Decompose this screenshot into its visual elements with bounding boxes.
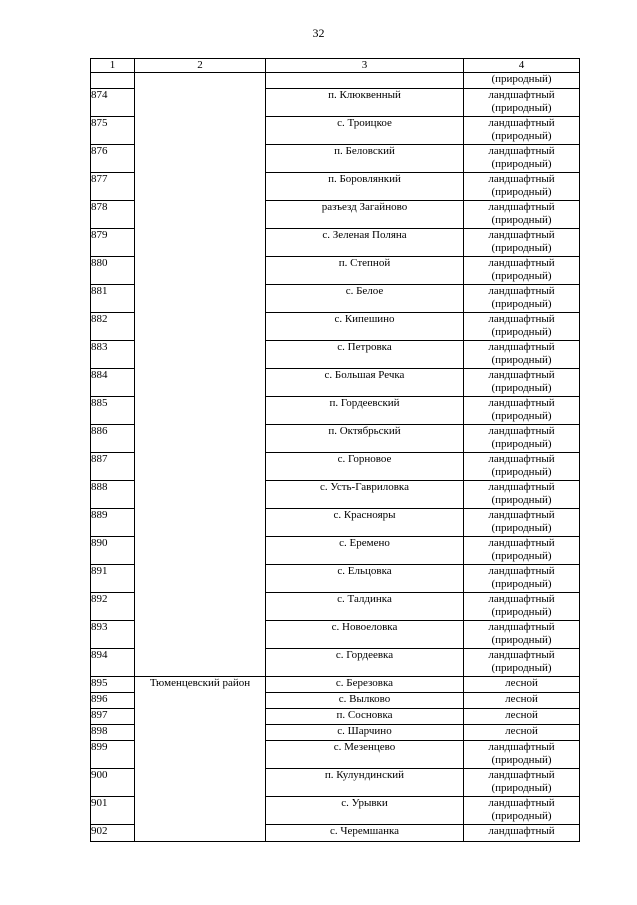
type-cell	[464, 397, 580, 425]
row-number: 891	[91, 565, 135, 593]
place-cell: с. Еремено	[266, 537, 464, 565]
place-cell: с. Шарчино	[266, 725, 464, 741]
type-line: (природный)	[491, 270, 552, 283]
type-line: (природный)	[491, 326, 552, 339]
type-cell	[464, 677, 580, 693]
type-cell	[464, 565, 580, 593]
place-cell: с. Черемшанка	[266, 825, 464, 842]
row-number: 889	[91, 509, 135, 537]
row-number: 878	[91, 201, 135, 229]
type-cell	[464, 537, 580, 565]
type-line: лесной	[505, 709, 538, 722]
type-line: ландшафтный	[488, 369, 555, 382]
type-line: (природный)	[491, 578, 552, 591]
type-line: (природный)	[491, 102, 552, 115]
row-number: 882	[91, 313, 135, 341]
place-cell: с. Мезенцево	[266, 741, 464, 769]
place-cell: п. Беловский	[266, 145, 464, 173]
settlements-table	[90, 58, 580, 842]
type-cell	[464, 145, 580, 173]
page-number: 32	[312, 26, 325, 40]
row-number: 888	[91, 481, 135, 509]
row-number: 899	[91, 741, 135, 769]
type-cell: (природный)	[464, 73, 580, 89]
place-cell: с. Зеленая Поляна	[266, 229, 464, 257]
type-cell	[464, 693, 580, 709]
type-line: (природный)	[491, 214, 552, 227]
place-cell: п. Клюквенный	[266, 89, 464, 117]
row-number: 896	[91, 693, 135, 709]
row-number: 886	[91, 425, 135, 453]
row-number: 884	[91, 369, 135, 397]
type-line: ландшафтный	[488, 593, 555, 606]
type-line: (природный)	[491, 662, 552, 675]
type-line: ландшафтный	[488, 649, 555, 662]
place-cell: с. Новоеловка	[266, 621, 464, 649]
type-cell	[464, 621, 580, 649]
type-line: ландшафтный	[488, 565, 555, 578]
row-number: 902	[91, 825, 135, 842]
type-line: (природный)	[491, 782, 552, 795]
type-line: ландшафтный	[488, 89, 555, 102]
type-line: (природный)	[491, 494, 552, 507]
place-cell: п. Кулундинский	[266, 769, 464, 797]
row-number: 883	[91, 341, 135, 369]
type-line: ландшафтный	[488, 825, 555, 838]
column-header-1: 1	[91, 59, 135, 73]
place-cell: с. Белое	[266, 285, 464, 313]
row-number: 885	[91, 397, 135, 425]
row-number: 887	[91, 453, 135, 481]
type-line: (природный)	[491, 810, 552, 823]
type-line: ландшафтный	[488, 285, 555, 298]
type-line: (природный)	[491, 410, 552, 423]
type-cell	[464, 369, 580, 397]
type-line: ландшафтный	[488, 453, 555, 466]
row-number: 879	[91, 229, 135, 257]
table-body	[91, 59, 580, 842]
row-number: 890	[91, 537, 135, 565]
type-line: ландшафтный	[488, 509, 555, 522]
place-cell: п. Сосновка	[266, 709, 464, 725]
type-line: (природный)	[491, 242, 552, 255]
type-cell	[464, 509, 580, 537]
place-cell: с. Кипешино	[266, 313, 464, 341]
row-number: 898	[91, 725, 135, 741]
place-cell: с. Усть-Гавриловка	[266, 481, 464, 509]
column-header-4: 4	[464, 59, 580, 73]
type-line: ландшафтный	[488, 341, 555, 354]
row-number: 874	[91, 89, 135, 117]
type-line: ландшафтный	[488, 769, 555, 782]
type-line: (природный)	[491, 158, 552, 171]
type-cell	[464, 257, 580, 285]
type-line: ландшафтный	[488, 621, 555, 634]
row-number: 893	[91, 621, 135, 649]
type-cell	[464, 593, 580, 621]
type-line: ландшафтный	[488, 481, 555, 494]
place-cell: с. Троицкое	[266, 117, 464, 145]
table-row	[91, 677, 580, 693]
place-cell: с. Большая Речка	[266, 369, 464, 397]
type-cell	[464, 769, 580, 797]
row-number: 877	[91, 173, 135, 201]
type-cell	[464, 709, 580, 725]
type-cell	[464, 201, 580, 229]
type-cell	[464, 117, 580, 145]
row-number: 892	[91, 593, 135, 621]
type-line: (природный)	[491, 382, 552, 395]
place-cell: с. Ельцовка	[266, 565, 464, 593]
type-line: ландшафтный	[488, 397, 555, 410]
district-cell: Тюменцевский район	[135, 677, 266, 842]
type-cell	[464, 725, 580, 741]
type-cell	[464, 229, 580, 257]
type-line: ландшафтный	[488, 425, 555, 438]
type-cell	[464, 797, 580, 825]
type-cell	[464, 453, 580, 481]
type-line: (природный)	[491, 606, 552, 619]
type-line: (природный)	[491, 522, 552, 535]
place-cell: разъезд Загайново	[266, 201, 464, 229]
place-cell: с. Гордеевка	[266, 649, 464, 677]
type-line: (природный)	[491, 634, 552, 647]
place-cell: с. Краснояры	[266, 509, 464, 537]
type-line: ландшафтный	[488, 173, 555, 186]
type-line: (природный)	[491, 754, 552, 767]
row-number: 895	[91, 677, 135, 693]
type-cell	[464, 89, 580, 117]
row-number: 900	[91, 769, 135, 797]
type-line: ландшафтный	[488, 201, 555, 214]
place-cell: с. Горновое	[266, 453, 464, 481]
type-line: ландшафтный	[488, 313, 555, 326]
type-cell	[464, 341, 580, 369]
type-line: (природный)	[491, 550, 552, 563]
row-number: 876	[91, 145, 135, 173]
place-cell: с. Талдинка	[266, 593, 464, 621]
row-number: 894	[91, 649, 135, 677]
type-line: (природный)	[491, 298, 552, 311]
row-number	[91, 73, 135, 89]
place-cell: п. Боровлянкий	[266, 173, 464, 201]
continuation-row	[91, 73, 580, 89]
type-line: ландшафтный	[488, 117, 555, 130]
type-line: (природный)	[491, 354, 552, 367]
place-cell: п. Степной	[266, 257, 464, 285]
row-number: 875	[91, 117, 135, 145]
type-cell	[464, 741, 580, 769]
type-line: ландшафтный	[488, 537, 555, 550]
type-line: (природный)	[491, 438, 552, 451]
column-header-2: 2	[135, 59, 266, 73]
row-number: 901	[91, 797, 135, 825]
type-line: ландшафтный	[488, 797, 555, 810]
type-line: (природный)	[491, 186, 552, 199]
place-cell: с. Урывки	[266, 797, 464, 825]
type-line: лесной	[505, 725, 538, 738]
row-number: 881	[91, 285, 135, 313]
district-cell	[135, 73, 266, 677]
place-cell: п. Гордеевский	[266, 397, 464, 425]
type-line: (природный)	[491, 466, 552, 479]
type-cell	[464, 173, 580, 201]
type-cell	[464, 313, 580, 341]
table-header-row	[91, 59, 580, 73]
type-cell	[464, 825, 580, 842]
type-line: ландшафтный	[488, 145, 555, 158]
type-line: ландшафтный	[488, 229, 555, 242]
type-cell	[464, 481, 580, 509]
row-number: 897	[91, 709, 135, 725]
place-cell: п. Октябрьский	[266, 425, 464, 453]
type-line: лесной	[505, 677, 538, 690]
type-cell	[464, 425, 580, 453]
type-line: ландшафтный	[488, 741, 555, 754]
type-cell	[464, 285, 580, 313]
place-cell: с. Березовка	[266, 677, 464, 693]
type-line: (природный)	[491, 130, 552, 143]
column-header-3: 3	[266, 59, 464, 73]
place-cell: с. Вылково	[266, 693, 464, 709]
type-line: лесной	[505, 693, 538, 706]
type-cell	[464, 649, 580, 677]
place-cell	[266, 73, 464, 89]
type-line: ландшафтный	[488, 257, 555, 270]
place-cell: с. Петровка	[266, 341, 464, 369]
row-number: 880	[91, 257, 135, 285]
